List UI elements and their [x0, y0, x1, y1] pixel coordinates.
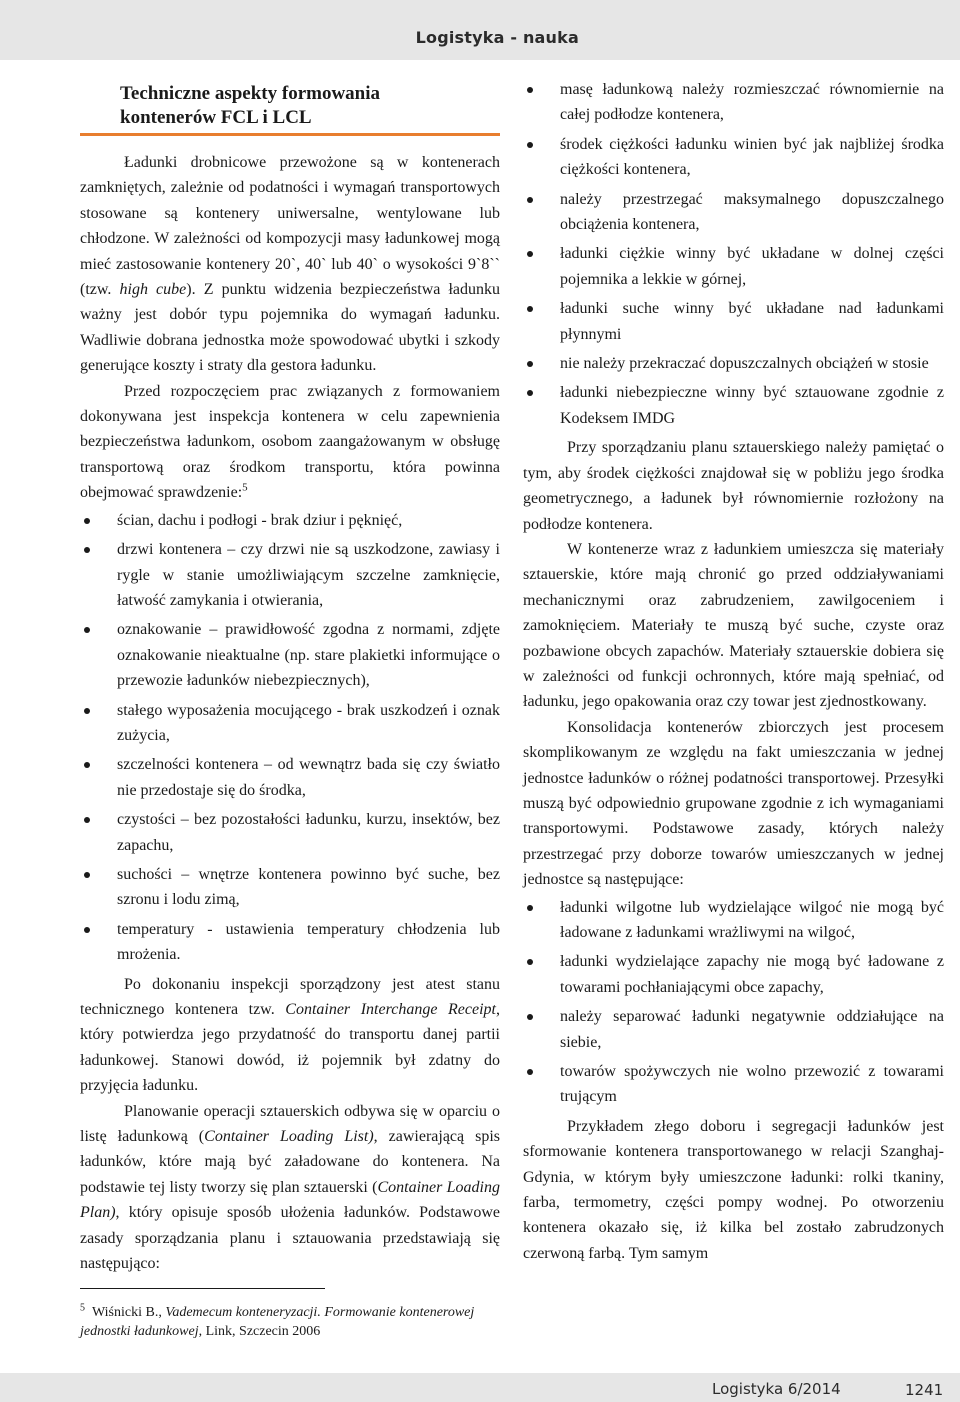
list-item — [80, 752, 500, 803]
list-item-text: towarów spożywczych nie wolno przewozić z towarami trującym — [560, 1063, 944, 1106]
list-item — [523, 132, 944, 183]
list-item-text: szczelności kontenera – od wewnątrz bada się czy światło nie przedostaje się do środka, — [117, 756, 500, 799]
list-item — [80, 862, 500, 913]
list-item-text: stałego wyposażenia mocującego - brak uszkodzeń i oznak zużycia, — [117, 701, 500, 744]
bullet-icon — [527, 142, 533, 148]
list-item-text: oznakowanie – prawidłowość zgodna z normami, zdjęte oznakowanie nieaktualne (np. stare plakietki informujące o przewozie ładunków niebezpiecznych), — [117, 621, 500, 690]
paragraph-example: Przykładem złego doboru i segregacji ładunków jest sformowanie kontenera transportowanego w relacji Szanghaj-Gdynia, w którym były umieszczone ładunki: rolki tkaniny, farba, termometry, części pompy wodnej. Po otworzeniu kontenera okazało się, iż kilka bel zostało zabrudzonych czerwoną farbą. Tym samym — [523, 1117, 944, 1262]
list-item-text: ładunki niebezpieczne winny być sztauowane zgodnie z Kodeksem IMDG — [560, 384, 944, 427]
bullet-icon — [527, 1069, 533, 1075]
bullet-icon — [84, 708, 90, 714]
list-item — [523, 77, 944, 128]
left-column — [80, 82, 500, 1341]
list-item-text: należy przestrzegać maksymalnego dopuszczalnego obciążenia kontenera, — [560, 190, 944, 234]
list-item-text: czystości – bez pozostałości ładunku, kurzu, insektów, bez zapachu, — [117, 811, 500, 854]
bullet-icon — [84, 518, 90, 524]
bullet-icon — [84, 547, 90, 553]
list-item-text: ładunki wilgotne lub wydzielające wilgoć nie mogą być ładowane z ładunkami wrażliwymi na wilgoć, — [560, 898, 944, 941]
bullet-icon — [527, 959, 533, 965]
list-item — [523, 380, 944, 431]
list-item-text: temperatury - ustawienia temperatury chłodzenia lub mrożenia. — [117, 920, 500, 964]
list-item-text: nie należy przekraczać dopuszczalnych obciążeń w stosie — [560, 355, 929, 373]
list-item — [80, 917, 500, 968]
bullet-icon — [84, 817, 90, 823]
bullet-icon — [84, 872, 90, 878]
bullet-icon — [84, 927, 90, 933]
list-item — [523, 949, 944, 1000]
list-item — [523, 351, 944, 376]
list-item — [523, 1059, 944, 1110]
bullet-icon — [527, 87, 533, 93]
list-item-text: ładunki suche winny być układane nad ładunkami płynnymi — [560, 300, 944, 343]
paragraph-dunnage: W kontenerze wraz z ładunkiem umieszcza się materiały sztauerskie, które mają chronić go przed oddziaływaniami mechanicznymi oraz zabrudzeniem, zawilgoceniem i zamoknięciem. Materiały te muszą być suche, czyste oraz pozbawione obcych zapachów. Materiały sztauerskie dobiera się w zależności od funkcji ochronnych, które mają spełniać, od ładunku, jego opakowania oraz czy towar jest zjednostkowany. — [523, 540, 944, 711]
list-item — [80, 537, 500, 613]
list-item — [523, 187, 944, 238]
bullet-icon — [84, 762, 90, 768]
list-item-text: należy separować ładunki negatywnie oddziałujące na siebie, — [560, 1008, 944, 1051]
list-item — [523, 296, 944, 347]
footnote-divider — [80, 1288, 325, 1289]
issue-label: Logistyka 6/2014 — [712, 1380, 841, 1398]
bullet-icon — [527, 197, 533, 203]
bullet-icon — [527, 390, 533, 396]
bullet-icon — [527, 306, 533, 312]
list-item — [523, 1004, 944, 1055]
list-item — [80, 617, 500, 693]
list-item-text: suchości – wnętrze kontenera powinno być suche, bez szronu i lodu zimą, — [117, 865, 500, 909]
title-underline — [80, 133, 500, 136]
bullet-icon — [84, 627, 90, 633]
stowage-rules-list — [523, 77, 944, 431]
footnote-reference[interactable]: 5 — [242, 481, 248, 494]
list-item — [523, 241, 944, 292]
right-column — [523, 75, 944, 1266]
list-item-text: ładunki wydzielające zapachy nie mogą być ładowane z towarami pochłaniającymi obce zapachy, — [560, 953, 944, 996]
list-item — [80, 698, 500, 749]
bullet-icon — [527, 905, 533, 911]
paragraph-center-of-gravity: Przy sporządzaniu planu sztauerskiego należy pamiętać o tym, aby środek ciężkości znajdował się w pobliżu jego środka geometrycznego, a ładunek był równomiernie rozłożony na podłodze kontenera. — [523, 439, 944, 533]
list-item-text: ładunki ciężkie winny być układane w dolnej części pojemnika a lekkie w górnej, — [560, 245, 944, 288]
paragraph-planning: Planowanie operacji sztauerskich odbywa się w oparciu o listę ładunkową (Container Loading List), zawierającą spis ładunków, które mają być załadowane do kontenera. Na podstawie tej listy tworzy się plan sztauerski (Container Loading Plan), który opisuje sposób ułożenia ładunków. Podstawowe zasady sporządzania planu i sztauowania przedstawiają się następująco: — [80, 1102, 501, 1273]
list-item-text: środek ciężkości ładunku winien być jak najbliżej środka ciężkości kontenera, — [560, 135, 944, 179]
bullet-icon — [527, 251, 533, 257]
list-item — [80, 508, 500, 533]
list-item-text: ścian, dachu i podłogi - brak dziur i pęknięć, — [117, 511, 403, 529]
list-item — [80, 807, 500, 858]
list-item — [523, 895, 944, 946]
inspection-list — [80, 508, 500, 968]
list-item-text: drzwi kontenera – czy drzwi nie są uszkodzone, zawiasy i rygle w stanie umożliwiającym szczelne zamknięcie, łatwość zamykania i otwierania, — [117, 541, 500, 609]
journal-section-title: Logistyka - nauka — [415, 28, 579, 47]
footnote: $^5$ Wiśnicki B., Vademecum konteneryzacji. Formowanie kontenerowej jednostki ładunkowej, Link, Szczecin 2006 — [80, 1302, 475, 1340]
list-item-text: masę ładunkową należy rozmieszczać równomiernie na całej podłodze kontenera, — [560, 81, 944, 124]
bullet-icon — [527, 1014, 533, 1020]
consolidation-rules-list — [523, 895, 944, 1110]
page-number: 1241 — [905, 1381, 944, 1399]
paragraph-consolidation: Konsolidacja kontenerów zbiorczych jest procesem skomplikowanym ze względu na fakt umieszczania w jednej jednostce ładunków o różnej podatności transportowej. Przesyłki muszą być odpowiednio grupowane zgodnie z ich wymaganiami transportowymi. Podstawowe zasady, których należy przestrzegać przy doborze towarów umieszczanych w jednej jednostce są następujące: — [523, 718, 944, 889]
paragraph-inspection-intro: Przed rozpoczęciem prac związanych z formowaniem dokonywana jest inspekcja kontenera w celu zapewnienia bezpieczeństwa ładunkom, osobom zaangażowanym w obsługę transportową oraz środkom transportu, która powinna obejmować sprawdzenie:$^5$ — [80, 382, 500, 502]
paragraph-receipt: Po dokonaniu inspekcji sporządzony jest atest stanu technicznego kontenera tzw. Container Interchange Receipt, który potwierdza jego przydatność do transportu danej partii ładunkowej. Stanowi dowód, iż pojemnik był zdatny do przyjęcia ładunku. — [80, 975, 500, 1095]
article-title: Techniczne aspekty formowania kontenerów FCL i LCL — [120, 83, 381, 128]
bullet-icon — [527, 361, 533, 367]
paragraph-intro: Ładunki drobnicowe przewożone są w kontenerach zamkniętych, zależnie od podatności i wymagań transportowych stosowane są kontenery uniwersalne, wentylowane lub chłodzone. W zależności od kompozycji masy ładunkowej mogą mieć zastosowanie kontenery 20`, 40` lub 40` o wysokości 9`8`` (tzw. high cube). Z punktu widzenia bezpieczeństwa ładunku ważny jest dobór typu pojemnika do wymagań ładunku. Wadliwie dobrana jednostka może spowodować ubytki i szkody generujące koszty i straty dla gestora ładunku. — [80, 154, 501, 375]
